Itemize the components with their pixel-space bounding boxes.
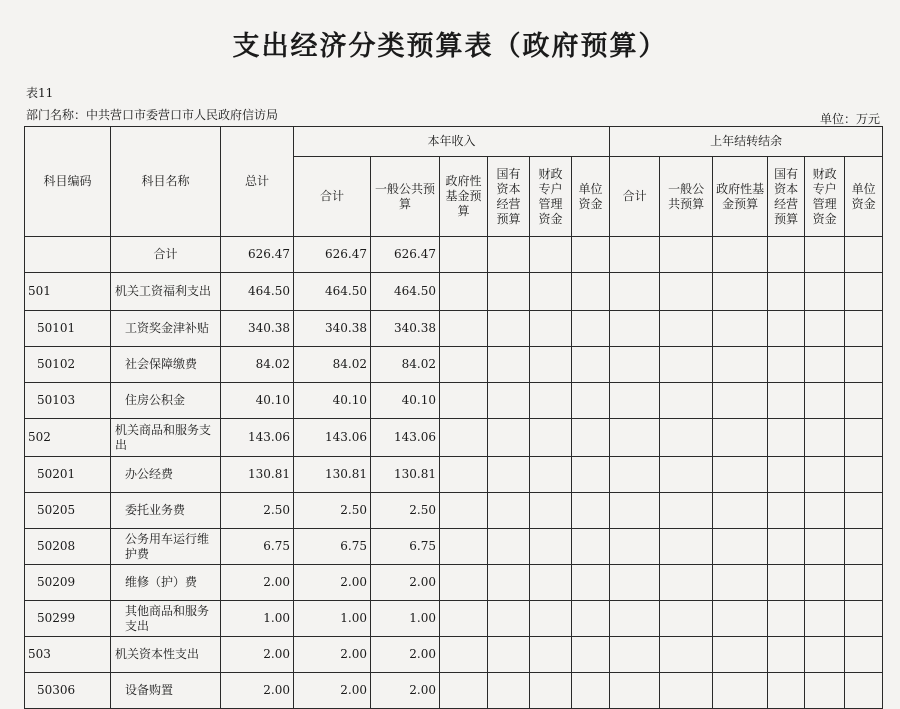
empty-cell xyxy=(530,383,572,419)
empty-cell xyxy=(660,493,713,529)
row-general: 130.81 xyxy=(371,457,440,493)
empty-cell xyxy=(530,493,572,529)
row-general: 40.10 xyxy=(371,383,440,419)
empty-cell xyxy=(610,637,660,673)
empty-cell xyxy=(768,273,805,311)
empty-cell xyxy=(768,529,805,565)
empty-cell xyxy=(845,673,883,709)
empty-cell xyxy=(805,493,845,529)
row-code: 503 xyxy=(25,637,111,673)
empty-cell xyxy=(440,673,488,709)
row-name: 维修（护）费 xyxy=(111,565,221,601)
row-code: 50208 xyxy=(25,529,111,565)
row-name: 社会保障缴费 xyxy=(111,347,221,383)
empty-cell xyxy=(660,529,713,565)
empty-cell xyxy=(660,457,713,493)
row-code: 50299 xyxy=(25,601,111,637)
table-row xyxy=(25,637,883,673)
empty-cell xyxy=(845,529,883,565)
table-row xyxy=(25,601,883,637)
row-code: 50306 xyxy=(25,673,111,709)
empty-cell xyxy=(572,457,610,493)
header-co-fund: 政府性基金预算 xyxy=(713,157,768,237)
empty-cell xyxy=(845,419,883,457)
empty-cell xyxy=(488,565,530,601)
row-code: 501 xyxy=(25,273,111,311)
row-general: 2.00 xyxy=(371,673,440,709)
empty-cell xyxy=(845,347,883,383)
empty-cell xyxy=(488,529,530,565)
empty-cell xyxy=(713,311,768,347)
empty-cell xyxy=(440,311,488,347)
row-sum: 130.81 xyxy=(294,457,371,493)
empty-cell xyxy=(768,347,805,383)
budget-table xyxy=(24,126,883,709)
empty-cell xyxy=(488,419,530,457)
empty-cell xyxy=(440,601,488,637)
row-total: 143.06 xyxy=(221,419,294,457)
empty-cell xyxy=(805,565,845,601)
table-row xyxy=(25,493,883,529)
empty-cell xyxy=(845,457,883,493)
row-sum: 2.00 xyxy=(294,637,371,673)
empty-cell xyxy=(572,311,610,347)
header-cur-fund: 政府性基金预算 xyxy=(440,157,488,237)
empty-cell xyxy=(805,237,845,273)
empty-cell xyxy=(440,419,488,457)
empty-cell xyxy=(488,637,530,673)
row-total: 1.00 xyxy=(221,601,294,637)
row-total: 40.10 xyxy=(221,383,294,419)
row-sum: 2.00 xyxy=(294,565,371,601)
empty-cell xyxy=(530,237,572,273)
empty-cell xyxy=(572,529,610,565)
empty-cell xyxy=(572,493,610,529)
header-cur-state-capital: 国有资本经营预算 xyxy=(488,157,530,237)
empty-cell xyxy=(572,383,610,419)
row-general: 2.50 xyxy=(371,493,440,529)
page-title: 支出经济分类预算表（政府预算） xyxy=(232,31,668,62)
empty-cell xyxy=(440,529,488,565)
row-code: 50102 xyxy=(25,347,111,383)
empty-cell xyxy=(572,601,610,637)
row-general: 626.47 xyxy=(371,237,440,273)
empty-cell xyxy=(610,237,660,273)
empty-cell xyxy=(610,565,660,601)
row-general: 2.00 xyxy=(371,637,440,673)
header-total: 总计 xyxy=(221,127,294,237)
header-co-unit-funds: 单位资金 xyxy=(845,157,883,237)
empty-cell xyxy=(572,673,610,709)
empty-cell xyxy=(440,237,488,273)
empty-cell xyxy=(488,601,530,637)
empty-cell xyxy=(805,311,845,347)
empty-cell xyxy=(713,273,768,311)
empty-cell xyxy=(660,637,713,673)
row-name: 合计 xyxy=(111,237,221,273)
empty-cell xyxy=(660,237,713,273)
row-general: 1.00 xyxy=(371,601,440,637)
empty-cell xyxy=(610,311,660,347)
empty-cell xyxy=(845,637,883,673)
empty-cell xyxy=(572,637,610,673)
empty-cell xyxy=(768,237,805,273)
empty-cell xyxy=(530,601,572,637)
empty-cell xyxy=(530,311,572,347)
empty-cell xyxy=(572,565,610,601)
row-general: 340.38 xyxy=(371,311,440,347)
row-total: 2.00 xyxy=(221,565,294,601)
empty-cell xyxy=(660,419,713,457)
empty-cell xyxy=(440,493,488,529)
empty-cell xyxy=(488,383,530,419)
row-sum: 143.06 xyxy=(294,419,371,457)
row-code: 50205 xyxy=(25,493,111,529)
empty-cell xyxy=(805,637,845,673)
department-name: 部门名称：中共营口市委营口市人民政府信访局 xyxy=(26,108,279,122)
table-row xyxy=(25,237,883,273)
empty-cell xyxy=(805,273,845,311)
header-cur-sum: 合计 xyxy=(294,157,371,237)
empty-cell xyxy=(768,311,805,347)
row-name: 设备购置 xyxy=(111,673,221,709)
empty-cell xyxy=(660,673,713,709)
budget-table-body xyxy=(25,237,883,709)
empty-cell xyxy=(660,347,713,383)
row-code: 50209 xyxy=(25,565,111,601)
row-code: 50201 xyxy=(25,457,111,493)
empty-cell xyxy=(845,493,883,529)
empty-cell xyxy=(845,311,883,347)
empty-cell xyxy=(572,347,610,383)
empty-cell xyxy=(713,347,768,383)
header-co-sum: 合计 xyxy=(610,157,660,237)
row-sum: 2.00 xyxy=(294,673,371,709)
header-name: 科目名称 xyxy=(111,127,221,237)
empty-cell xyxy=(713,637,768,673)
empty-cell xyxy=(805,419,845,457)
empty-cell xyxy=(660,311,713,347)
empty-cell xyxy=(530,637,572,673)
empty-cell xyxy=(530,457,572,493)
empty-cell xyxy=(610,493,660,529)
empty-cell xyxy=(440,565,488,601)
row-total: 340.38 xyxy=(221,311,294,347)
empty-cell xyxy=(805,383,845,419)
row-total: 464.50 xyxy=(221,273,294,311)
empty-cell xyxy=(610,419,660,457)
empty-cell xyxy=(713,457,768,493)
row-general: 84.02 xyxy=(371,347,440,383)
empty-cell xyxy=(572,273,610,311)
empty-cell xyxy=(713,565,768,601)
empty-cell xyxy=(845,237,883,273)
table-row xyxy=(25,383,883,419)
empty-cell xyxy=(488,311,530,347)
table-row xyxy=(25,529,883,565)
row-sum: 6.75 xyxy=(294,529,371,565)
header-current-year: 本年收入 xyxy=(294,127,610,157)
empty-cell xyxy=(768,383,805,419)
row-code: 502 xyxy=(25,419,111,457)
header-co-general: 一般公共预算 xyxy=(660,157,713,237)
empty-cell xyxy=(660,601,713,637)
empty-cell xyxy=(713,383,768,419)
table-row xyxy=(25,673,883,709)
empty-cell xyxy=(768,673,805,709)
empty-cell xyxy=(805,457,845,493)
row-name: 委托业务费 xyxy=(111,493,221,529)
table-row xyxy=(25,565,883,601)
row-general: 2.00 xyxy=(371,565,440,601)
row-sum: 84.02 xyxy=(294,347,371,383)
empty-cell xyxy=(530,529,572,565)
empty-cell xyxy=(488,493,530,529)
header-cur-special-account: 财政专户管理资金 xyxy=(530,157,572,237)
row-sum: 340.38 xyxy=(294,311,371,347)
empty-cell xyxy=(530,565,572,601)
empty-cell xyxy=(440,383,488,419)
row-sum: 2.50 xyxy=(294,493,371,529)
row-general: 464.50 xyxy=(371,273,440,311)
row-sum: 1.00 xyxy=(294,601,371,637)
empty-cell xyxy=(845,601,883,637)
row-sum: 40.10 xyxy=(294,383,371,419)
unit-label: 单位：万元 xyxy=(819,112,880,126)
row-sum: 626.47 xyxy=(294,237,371,273)
empty-cell xyxy=(768,493,805,529)
row-name: 机关工资福利支出 xyxy=(111,273,221,311)
empty-cell xyxy=(530,673,572,709)
header-cur-general: 一般公共预算 xyxy=(371,157,440,237)
empty-cell xyxy=(488,347,530,383)
row-total: 2.00 xyxy=(221,637,294,673)
row-general: 6.75 xyxy=(371,529,440,565)
empty-cell xyxy=(440,457,488,493)
empty-cell xyxy=(660,383,713,419)
empty-cell xyxy=(610,673,660,709)
table-row xyxy=(25,419,883,457)
empty-cell xyxy=(610,529,660,565)
empty-cell xyxy=(440,273,488,311)
empty-cell xyxy=(440,637,488,673)
empty-cell xyxy=(610,383,660,419)
empty-cell xyxy=(530,273,572,311)
empty-cell xyxy=(805,529,845,565)
row-name: 公务用车运行维护费 xyxy=(111,529,221,565)
empty-cell xyxy=(488,273,530,311)
row-total: 2.00 xyxy=(221,673,294,709)
empty-cell xyxy=(660,273,713,311)
empty-cell xyxy=(768,601,805,637)
table-row xyxy=(25,347,883,383)
empty-cell xyxy=(845,273,883,311)
empty-cell xyxy=(768,419,805,457)
empty-cell xyxy=(713,529,768,565)
empty-cell xyxy=(805,347,845,383)
header-carryover: 上年结转结余 xyxy=(610,127,883,157)
empty-cell xyxy=(805,601,845,637)
row-name: 机关商品和服务支出 xyxy=(111,419,221,457)
empty-cell xyxy=(572,237,610,273)
row-sum: 464.50 xyxy=(294,273,371,311)
table-row xyxy=(25,311,883,347)
row-total: 84.02 xyxy=(221,347,294,383)
empty-cell xyxy=(440,347,488,383)
row-general: 143.06 xyxy=(371,419,440,457)
row-code xyxy=(25,237,111,273)
header-code: 科目编码 xyxy=(25,127,111,237)
row-total: 6.75 xyxy=(221,529,294,565)
empty-cell xyxy=(610,273,660,311)
row-total: 130.81 xyxy=(221,457,294,493)
table-number: 表11 xyxy=(26,86,54,100)
empty-cell xyxy=(768,565,805,601)
row-name: 住房公积金 xyxy=(111,383,221,419)
header-co-state-capital: 国有资本经营预算 xyxy=(768,157,805,237)
header-co-special-account: 财政专户管理资金 xyxy=(805,157,845,237)
row-name: 办公经费 xyxy=(111,457,221,493)
empty-cell xyxy=(488,237,530,273)
row-code: 50101 xyxy=(25,311,111,347)
empty-cell xyxy=(572,419,610,457)
empty-cell xyxy=(530,347,572,383)
table-row xyxy=(25,273,883,311)
row-code: 50103 xyxy=(25,383,111,419)
empty-cell xyxy=(845,383,883,419)
empty-cell xyxy=(768,637,805,673)
empty-cell xyxy=(768,457,805,493)
empty-cell xyxy=(713,419,768,457)
row-total: 2.50 xyxy=(221,493,294,529)
empty-cell xyxy=(488,673,530,709)
row-name: 其他商品和服务支出 xyxy=(111,601,221,637)
table-row xyxy=(25,457,883,493)
empty-cell xyxy=(713,237,768,273)
empty-cell xyxy=(713,493,768,529)
empty-cell xyxy=(713,601,768,637)
empty-cell xyxy=(610,601,660,637)
row-name: 工资奖金津补贴 xyxy=(111,311,221,347)
empty-cell xyxy=(845,565,883,601)
empty-cell xyxy=(488,457,530,493)
empty-cell xyxy=(610,457,660,493)
row-name: 机关资本性支出 xyxy=(111,637,221,673)
empty-cell xyxy=(530,419,572,457)
empty-cell xyxy=(610,347,660,383)
empty-cell xyxy=(713,673,768,709)
empty-cell xyxy=(805,673,845,709)
header-cur-unit-funds: 单位资金 xyxy=(572,157,610,237)
empty-cell xyxy=(660,565,713,601)
row-total: 626.47 xyxy=(221,237,294,273)
